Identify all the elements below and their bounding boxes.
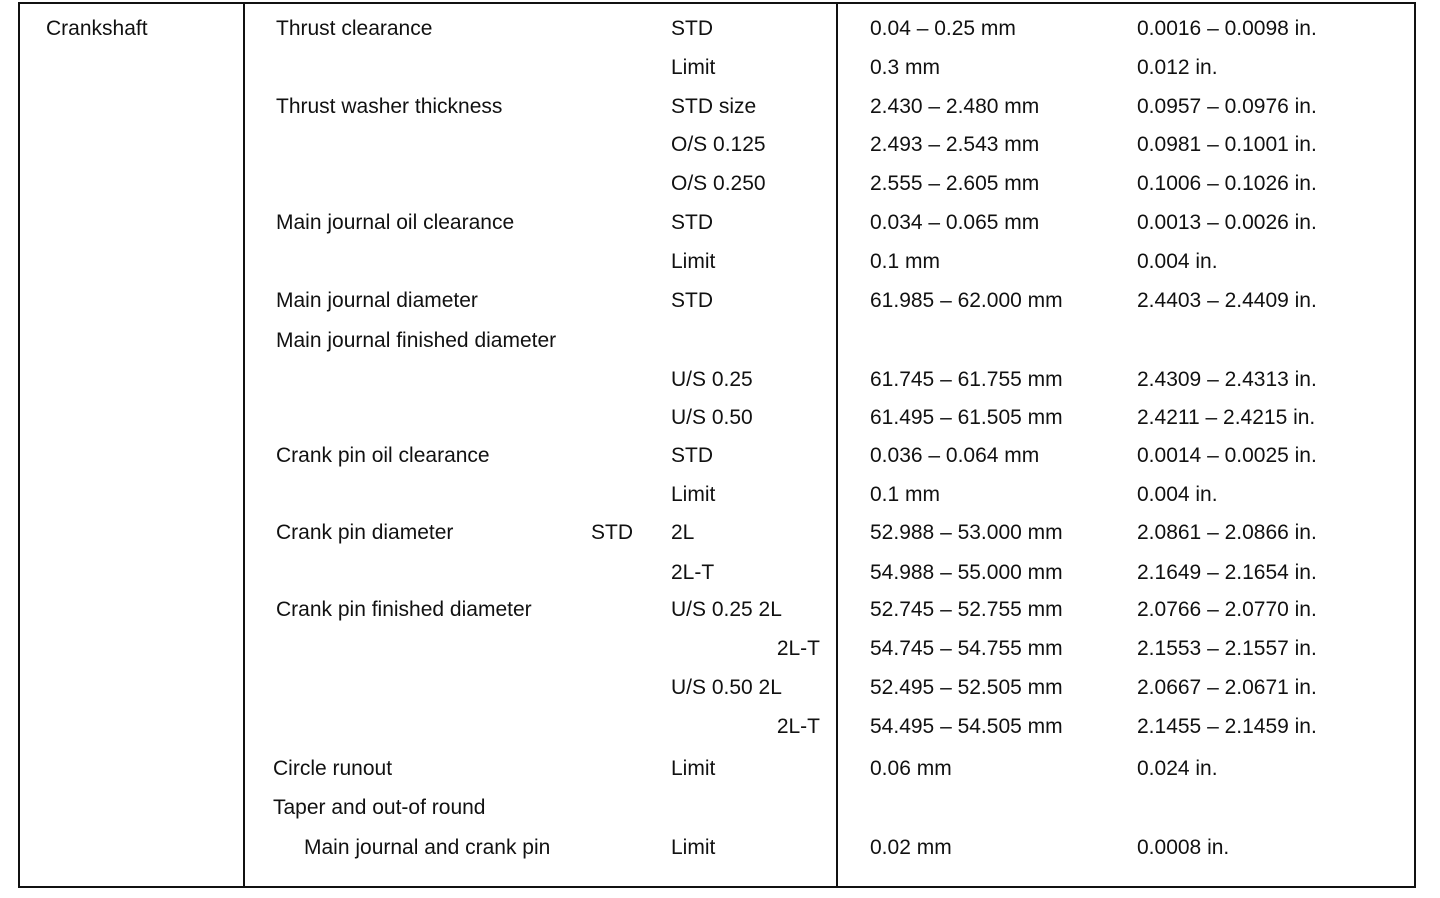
- condition-label: O/S 0.125: [671, 133, 766, 156]
- condition-label: 2L-T: [776, 637, 820, 660]
- value-inch: 0.004 in.: [1137, 483, 1218, 506]
- value-inch: 2.4211 – 2.4215 in.: [1137, 406, 1316, 429]
- value-inch: 2.0861 – 2.0866 in.: [1137, 521, 1317, 544]
- item-label: Main journal and crank pin: [304, 836, 551, 859]
- item-label: Taper and out-of round: [273, 796, 486, 819]
- condition-label: 2L: [671, 521, 695, 544]
- item-sub-label: STD: [591, 521, 633, 544]
- value-mm: 52.745 – 52.755 mm: [870, 598, 1063, 621]
- value-mm: 0.04 – 0.25 mm: [870, 17, 1016, 40]
- item-label: Crank pin finished diameter: [276, 598, 532, 621]
- item-label: Circle runout: [273, 757, 393, 780]
- value-inch: 2.1649 – 2.1654 in.: [1137, 561, 1317, 584]
- value-inch: 0.0008 in.: [1137, 836, 1230, 859]
- value-mm: 0.1 mm: [870, 483, 941, 506]
- condition-label: Limit: [671, 836, 716, 859]
- condition-label: U/S 0.25: [671, 368, 753, 391]
- item-label: Crank pin oil clearance: [276, 444, 490, 467]
- value-mm: 0.3 mm: [870, 56, 941, 79]
- value-mm: 0.06 mm: [870, 757, 952, 780]
- value-mm: 0.1 mm: [870, 250, 941, 273]
- value-inch: 0.0016 – 0.0098 in.: [1137, 17, 1317, 40]
- item-label: Main journal oil clearance: [276, 211, 515, 234]
- condition-label: Limit: [671, 757, 716, 780]
- column-divider-section: [243, 2, 245, 888]
- value-mm: 2.430 – 2.480 mm: [870, 95, 1040, 118]
- value-mm: 0.036 – 0.064 mm: [870, 444, 1040, 467]
- condition-label: 2L-T: [671, 561, 715, 584]
- value-mm: 54.745 – 54.755 mm: [870, 637, 1063, 660]
- item-label: Main journal finished diameter: [276, 329, 557, 352]
- condition-label: STD: [671, 211, 713, 234]
- value-mm: 54.495 – 54.505 mm: [870, 715, 1063, 738]
- item-label: Thrust clearance: [276, 17, 433, 40]
- value-mm: 61.495 – 61.505 mm: [870, 406, 1063, 429]
- condition-label: Limit: [671, 483, 716, 506]
- value-inch: 2.0766 – 2.0770 in.: [1137, 598, 1317, 621]
- condition-label: Limit: [671, 250, 716, 273]
- value-inch: 0.0014 – 0.0025 in.: [1137, 444, 1317, 467]
- condition-label: O/S 0.250: [671, 172, 766, 195]
- value-inch: 0.0013 – 0.0026 in.: [1137, 211, 1317, 234]
- column-divider-values: [836, 2, 838, 888]
- value-mm: 61.985 – 62.000 mm: [870, 289, 1063, 312]
- value-mm: 2.555 – 2.605 mm: [870, 172, 1040, 195]
- condition-label: U/S 0.50 2L: [671, 676, 782, 699]
- condition-label: STD: [671, 289, 713, 312]
- value-inch: 0.1006 – 0.1026 in.: [1137, 172, 1317, 195]
- value-mm: 61.745 – 61.755 mm: [870, 368, 1063, 391]
- item-label: Thrust washer thickness: [276, 95, 503, 118]
- value-mm: 52.988 – 53.000 mm: [870, 521, 1063, 544]
- condition-label: Limit: [671, 56, 716, 79]
- condition-label: U/S 0.25 2L: [671, 598, 782, 621]
- condition-label: STD size: [671, 95, 757, 118]
- condition-label: 2L-T: [776, 715, 820, 738]
- value-inch: 0.004 in.: [1137, 250, 1218, 273]
- value-inch: 2.4403 – 2.4409 in.: [1137, 289, 1317, 312]
- value-inch: 2.1553 – 2.1557 in.: [1137, 637, 1317, 660]
- value-mm: 52.495 – 52.505 mm: [870, 676, 1063, 699]
- value-mm: 54.988 – 55.000 mm: [870, 561, 1063, 584]
- value-inch: 0.0957 – 0.0976 in.: [1137, 95, 1317, 118]
- condition-label: STD: [671, 444, 713, 467]
- value-mm: 0.034 – 0.065 mm: [870, 211, 1040, 234]
- section-label: Crankshaft: [46, 17, 148, 40]
- value-inch: 2.1455 – 2.1459 in.: [1137, 715, 1317, 738]
- value-mm: 0.02 mm: [870, 836, 952, 859]
- condition-label: STD: [671, 17, 713, 40]
- condition-label: U/S 0.50: [671, 406, 753, 429]
- value-inch: 2.0667 – 2.0671 in.: [1137, 676, 1317, 699]
- value-mm: 2.493 – 2.543 mm: [870, 133, 1040, 156]
- item-label: Main journal diameter: [276, 289, 478, 312]
- value-inch: 0.024 in.: [1137, 757, 1218, 780]
- value-inch: 0.012 in.: [1137, 56, 1218, 79]
- value-inch: 2.4309 – 2.4313 in.: [1137, 368, 1317, 391]
- item-label: Crank pin diameter: [276, 521, 454, 544]
- value-inch: 0.0981 – 0.1001 in.: [1137, 133, 1317, 156]
